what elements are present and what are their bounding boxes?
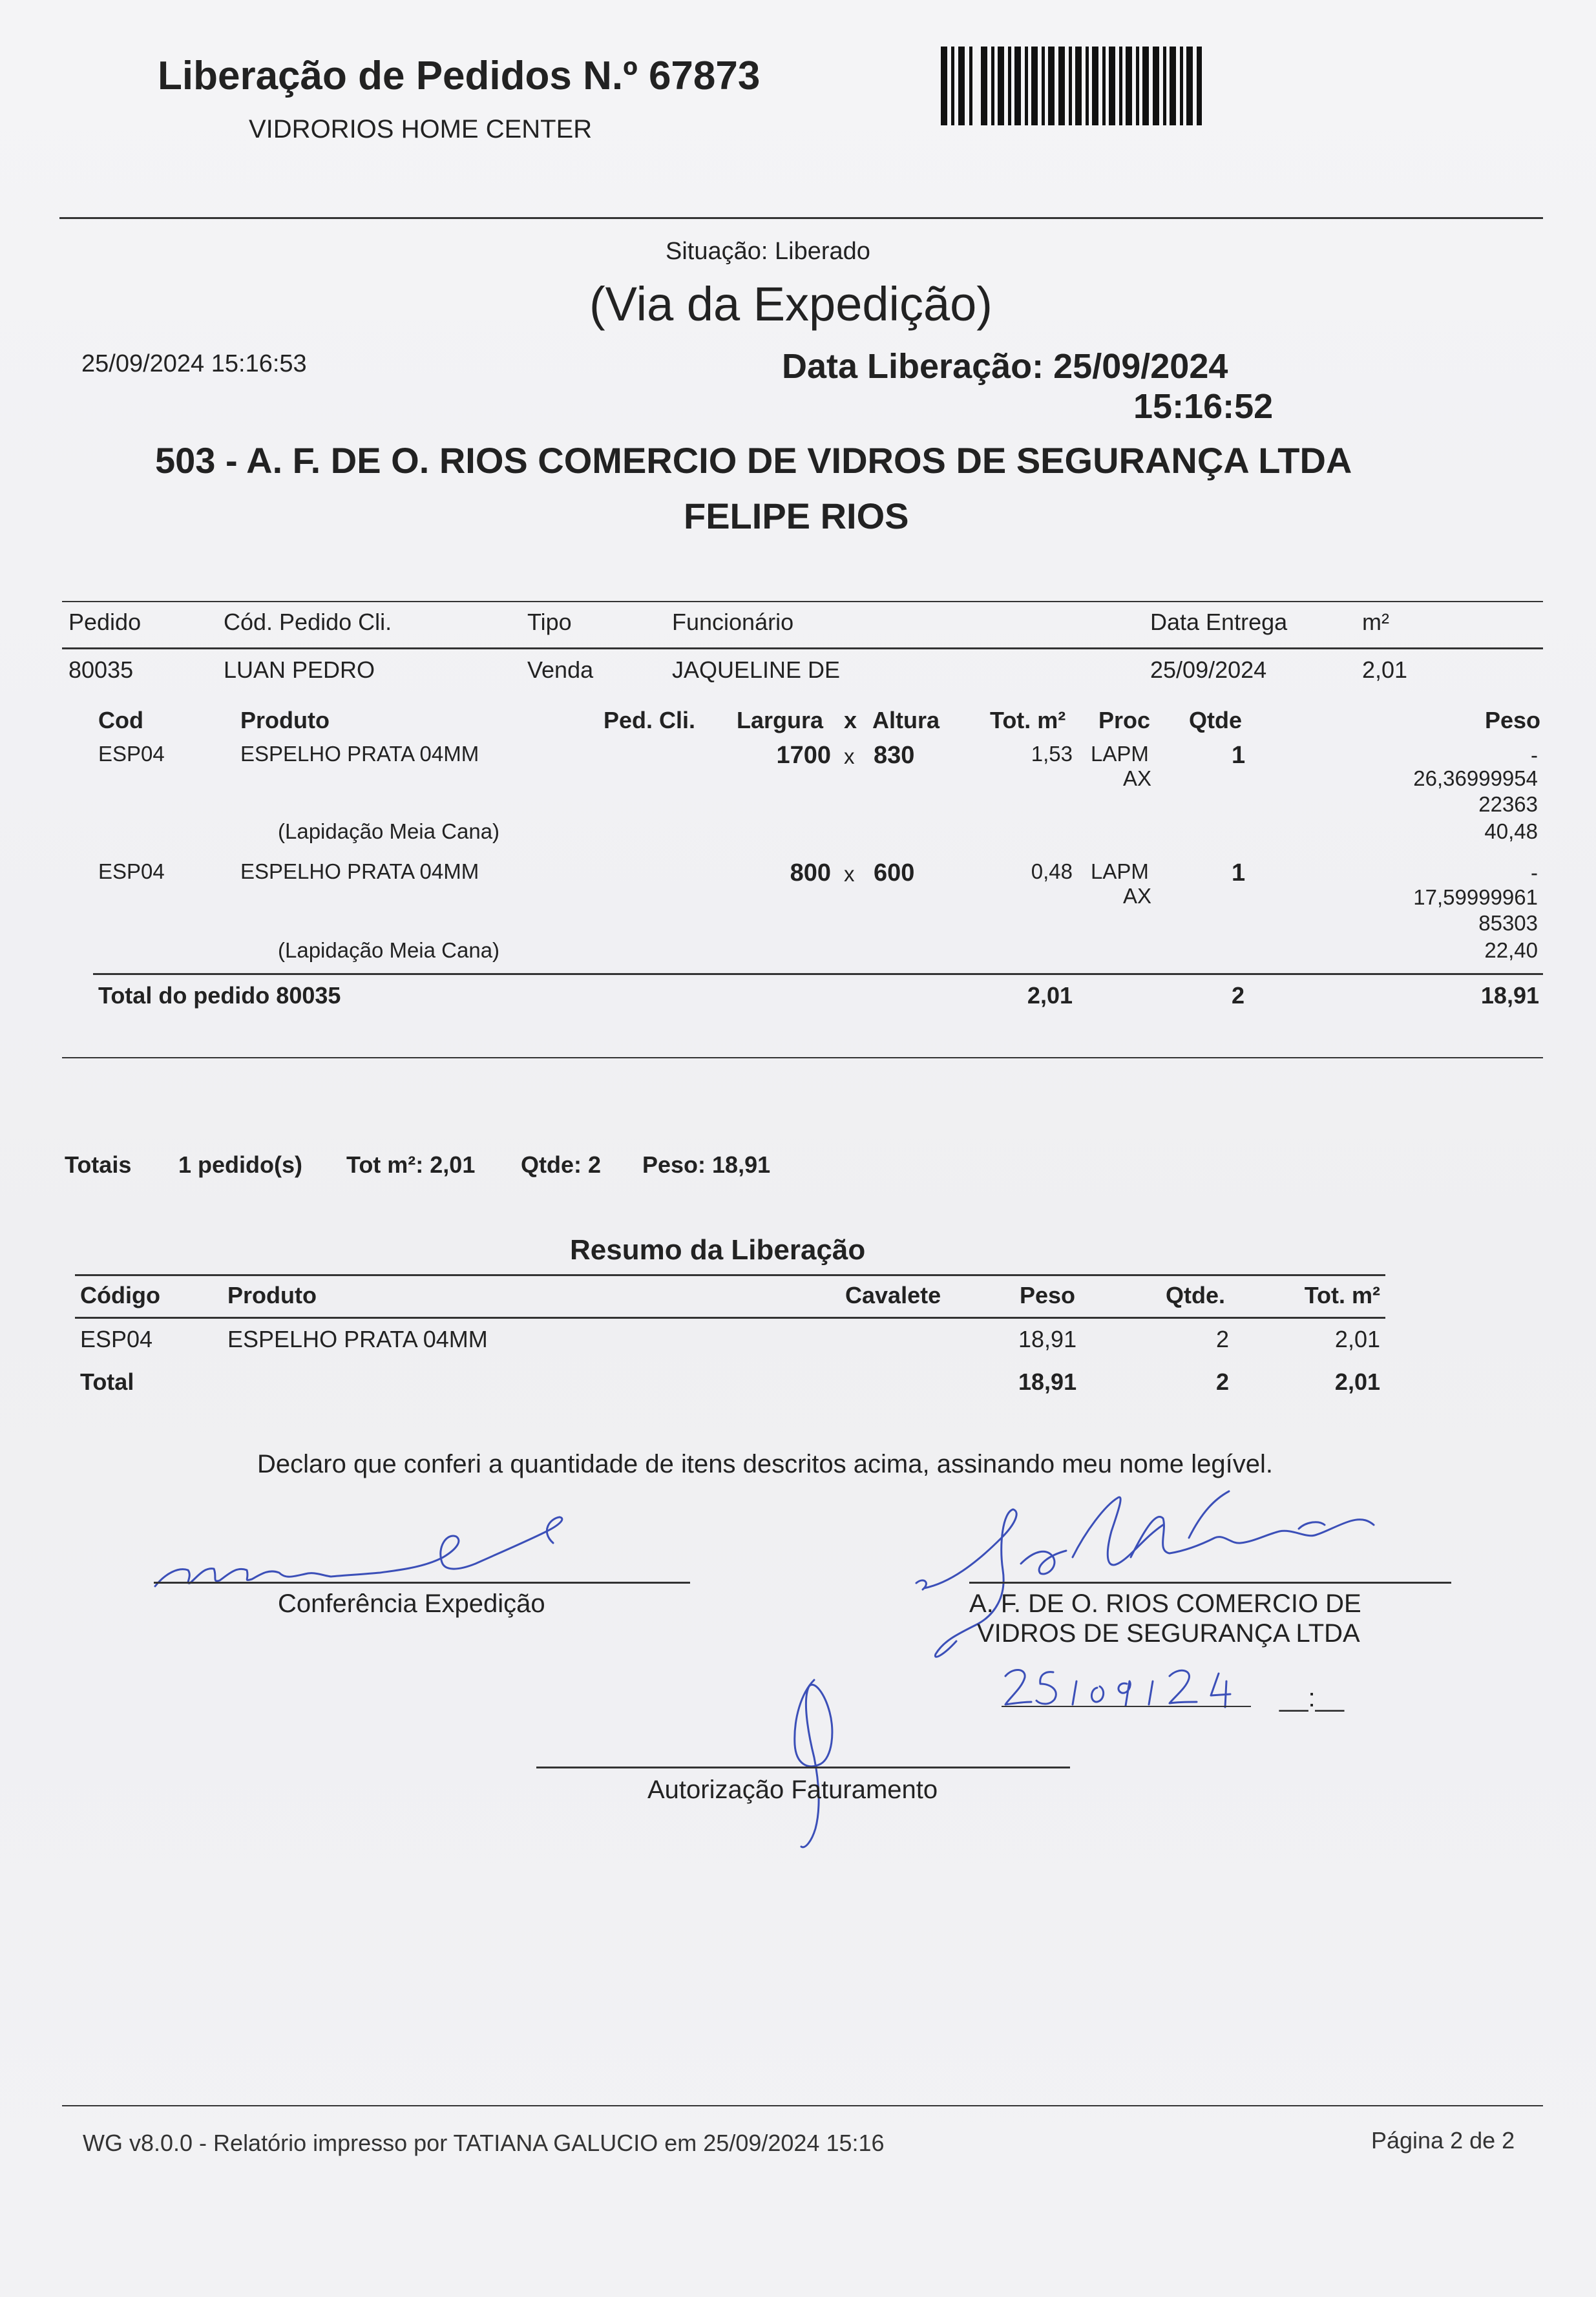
totais-label: Totais (65, 1151, 132, 1178)
item-1-x: x (844, 744, 855, 768)
document-title: Liberação de Pedidos N.º 67873 (158, 54, 761, 98)
item-2-peso-line-1: - (1531, 861, 1538, 885)
item-2-qtde: 1 (1232, 859, 1246, 886)
resumo-header-tot-m2: Tot. m² (1304, 1282, 1380, 1308)
order-header-rule (62, 647, 1543, 649)
resumo-header-qtde: Qtde. (1166, 1282, 1226, 1308)
time-blank: __:__ (1279, 1684, 1345, 1712)
item-2-peso: 22,40 (1484, 938, 1538, 962)
item-2-obs: (Lapidação Meia Cana) (278, 938, 500, 962)
item-1-obs: (Lapidação Meia Cana) (278, 819, 500, 843)
totais-peso: Peso: 18,91 (642, 1151, 771, 1178)
resumo-row-codigo: ESP04 (80, 1326, 153, 1352)
order-header-data-entrega: Data Entrega (1150, 609, 1288, 635)
items-header-produto: Produto (240, 707, 330, 733)
item-1-produto: ESPELHO PRATA 04MM (240, 742, 479, 766)
footer-page-number: Página 2 de 2 (1371, 2127, 1515, 2154)
resumo-header-peso: Peso (1020, 1282, 1076, 1308)
footer-rule (62, 2105, 1543, 2106)
company-name: VIDRORIOS HOME CENTER (249, 115, 593, 143)
items-header-peso: Peso (1484, 707, 1540, 733)
handwritten-date (1000, 1662, 1272, 1720)
order-header-tipo: Tipo (527, 609, 572, 635)
autorizacao-line (536, 1767, 1070, 1768)
date-line (1002, 1706, 1251, 1707)
order-total-label: Total do pedido 80035 (98, 982, 341, 1009)
item-1-cod: ESP04 (98, 742, 165, 766)
resumo-row-peso: 18,91 (1018, 1326, 1077, 1352)
items-header-ped-cli: Ped. Cli. (604, 707, 696, 733)
resumo-row-tot-m2: 2,01 (1334, 1326, 1380, 1352)
situacao-status: Situação: Liberado (666, 238, 870, 265)
item-2-tot-m2: 0,48 (1031, 859, 1073, 883)
resumo-total-tot-m2: 2,01 (1334, 1369, 1380, 1395)
order-header-m2: m² (1362, 609, 1389, 635)
items-header-proc: Proc (1098, 707, 1151, 733)
autorizacao-label: Autorização Faturamento (647, 1776, 938, 1804)
order-end-rule (62, 1057, 1543, 1058)
item-1-largura: 1700 (776, 742, 831, 769)
via-label: (Via da Expedição) (589, 277, 992, 331)
data-liberacao: Data Liberação: 25/09/2024 (782, 347, 1228, 386)
order-total-qtde: 2 (1232, 982, 1245, 1009)
resumo-total-qtde: 2 (1216, 1369, 1230, 1395)
item-2-proc-2: AX (1123, 884, 1152, 908)
order-header-cod-cli: Cód. Pedido Cli. (224, 609, 392, 635)
order-header-pedido: Pedido (68, 609, 142, 635)
client-contact: FELIPE RIOS (684, 496, 909, 536)
footer-printed-by: WG v8.0.0 - Relatório impresso por TATIANA GALUCIO em 25/09/2024 15:16 (83, 2130, 885, 2156)
empresa-name-line-1: A. F. DE O. RIOS COMERCIO DE (969, 1589, 1361, 1618)
order-funcionario: JAQUELINE DE (672, 656, 841, 683)
item-2-proc: LAPM (1091, 859, 1149, 883)
empresa-line (969, 1582, 1451, 1584)
header-divider (59, 217, 1543, 219)
order-m2: 2,01 (1362, 656, 1408, 683)
item-1-peso-line-2: 26,36999954 (1413, 766, 1538, 790)
order-data-entrega: 25/09/2024 (1150, 656, 1267, 683)
client-name: 503 - A. F. DE O. RIOS COMERCIO DE VIDROS DE SEGURANÇA LTDA (155, 440, 1352, 481)
items-header-tot-m2: Tot. m² (990, 707, 1066, 733)
item-2-x: x (844, 862, 855, 886)
order-total-m2: 2,01 (1027, 982, 1073, 1009)
items-header-cod: Cod (98, 707, 143, 733)
resumo-total-peso: 18,91 (1018, 1369, 1077, 1395)
item-2-peso-line-2: 17,59999961 (1413, 885, 1538, 909)
empresa-name-line-2: VIDROS DE SEGURANÇA LTDA (977, 1619, 1360, 1648)
items-header-x: x (844, 707, 857, 733)
item-1-altura: 830 (874, 742, 915, 769)
resumo-row-produto: ESPELHO PRATA 04MM (227, 1326, 488, 1352)
conferencia-line (154, 1582, 690, 1584)
resumo-title: Resumo da Liberação (570, 1234, 866, 1266)
item-1-proc: LAPM (1091, 742, 1149, 766)
item-1-proc-2: AX (1123, 766, 1152, 790)
resumo-header-codigo: Código (80, 1282, 160, 1308)
items-header-altura: Altura (872, 707, 940, 733)
data-liberacao-time: 15:16:52 (1133, 387, 1274, 426)
resumo-row-qtde: 2 (1216, 1326, 1230, 1352)
order-tipo: Venda (527, 656, 594, 683)
totais-pedidos: 1 pedido(s) (178, 1151, 303, 1178)
barcode (941, 47, 1202, 125)
print-timestamp: 25/09/2024 15:16:53 (81, 350, 307, 377)
resumo-header-rule (75, 1317, 1385, 1319)
order-cod-cli: LUAN PEDRO (224, 656, 375, 683)
item-2-produto: ESPELHO PRATA 04MM (240, 859, 479, 883)
totais-qtde: Qtde: 2 (521, 1151, 602, 1178)
item-2-cod: ESP04 (98, 859, 165, 883)
order-header-funcionario: Funcionário (672, 609, 794, 635)
items-total-rule (93, 973, 1543, 975)
resumo-header-cavalete: Cavalete (845, 1282, 941, 1308)
signature-autorizacao (775, 1673, 853, 1854)
item-2-altura: 600 (874, 859, 915, 886)
item-1-peso-line-1: - (1531, 743, 1538, 767)
item-1-peso: 40,48 (1484, 819, 1538, 843)
order-total-peso: 18,91 (1480, 982, 1539, 1009)
conferencia-label: Conferência Expedição (278, 1589, 545, 1618)
resumo-total-label: Total (80, 1369, 134, 1395)
item-2-largura: 800 (790, 859, 831, 886)
resumo-top-rule (75, 1274, 1385, 1276)
item-1-peso-line-3: 22363 (1478, 792, 1538, 816)
order-table-top-rule (62, 601, 1543, 602)
item-1-qtde: 1 (1232, 742, 1246, 769)
items-header-qtde: Qtde (1189, 707, 1243, 733)
declaration-text: Declaro que conferi a quantidade de itens descritos acima, assinando meu nome legível. (257, 1450, 1274, 1478)
item-1-tot-m2: 1,53 (1031, 742, 1073, 766)
items-header-largura: Largura (737, 707, 824, 733)
totais-tot-m2: Tot m²: 2,01 (346, 1151, 476, 1178)
order-pedido: 80035 (68, 656, 134, 683)
item-2-peso-line-3: 85303 (1478, 911, 1538, 935)
resumo-header-produto: Produto (227, 1282, 317, 1308)
